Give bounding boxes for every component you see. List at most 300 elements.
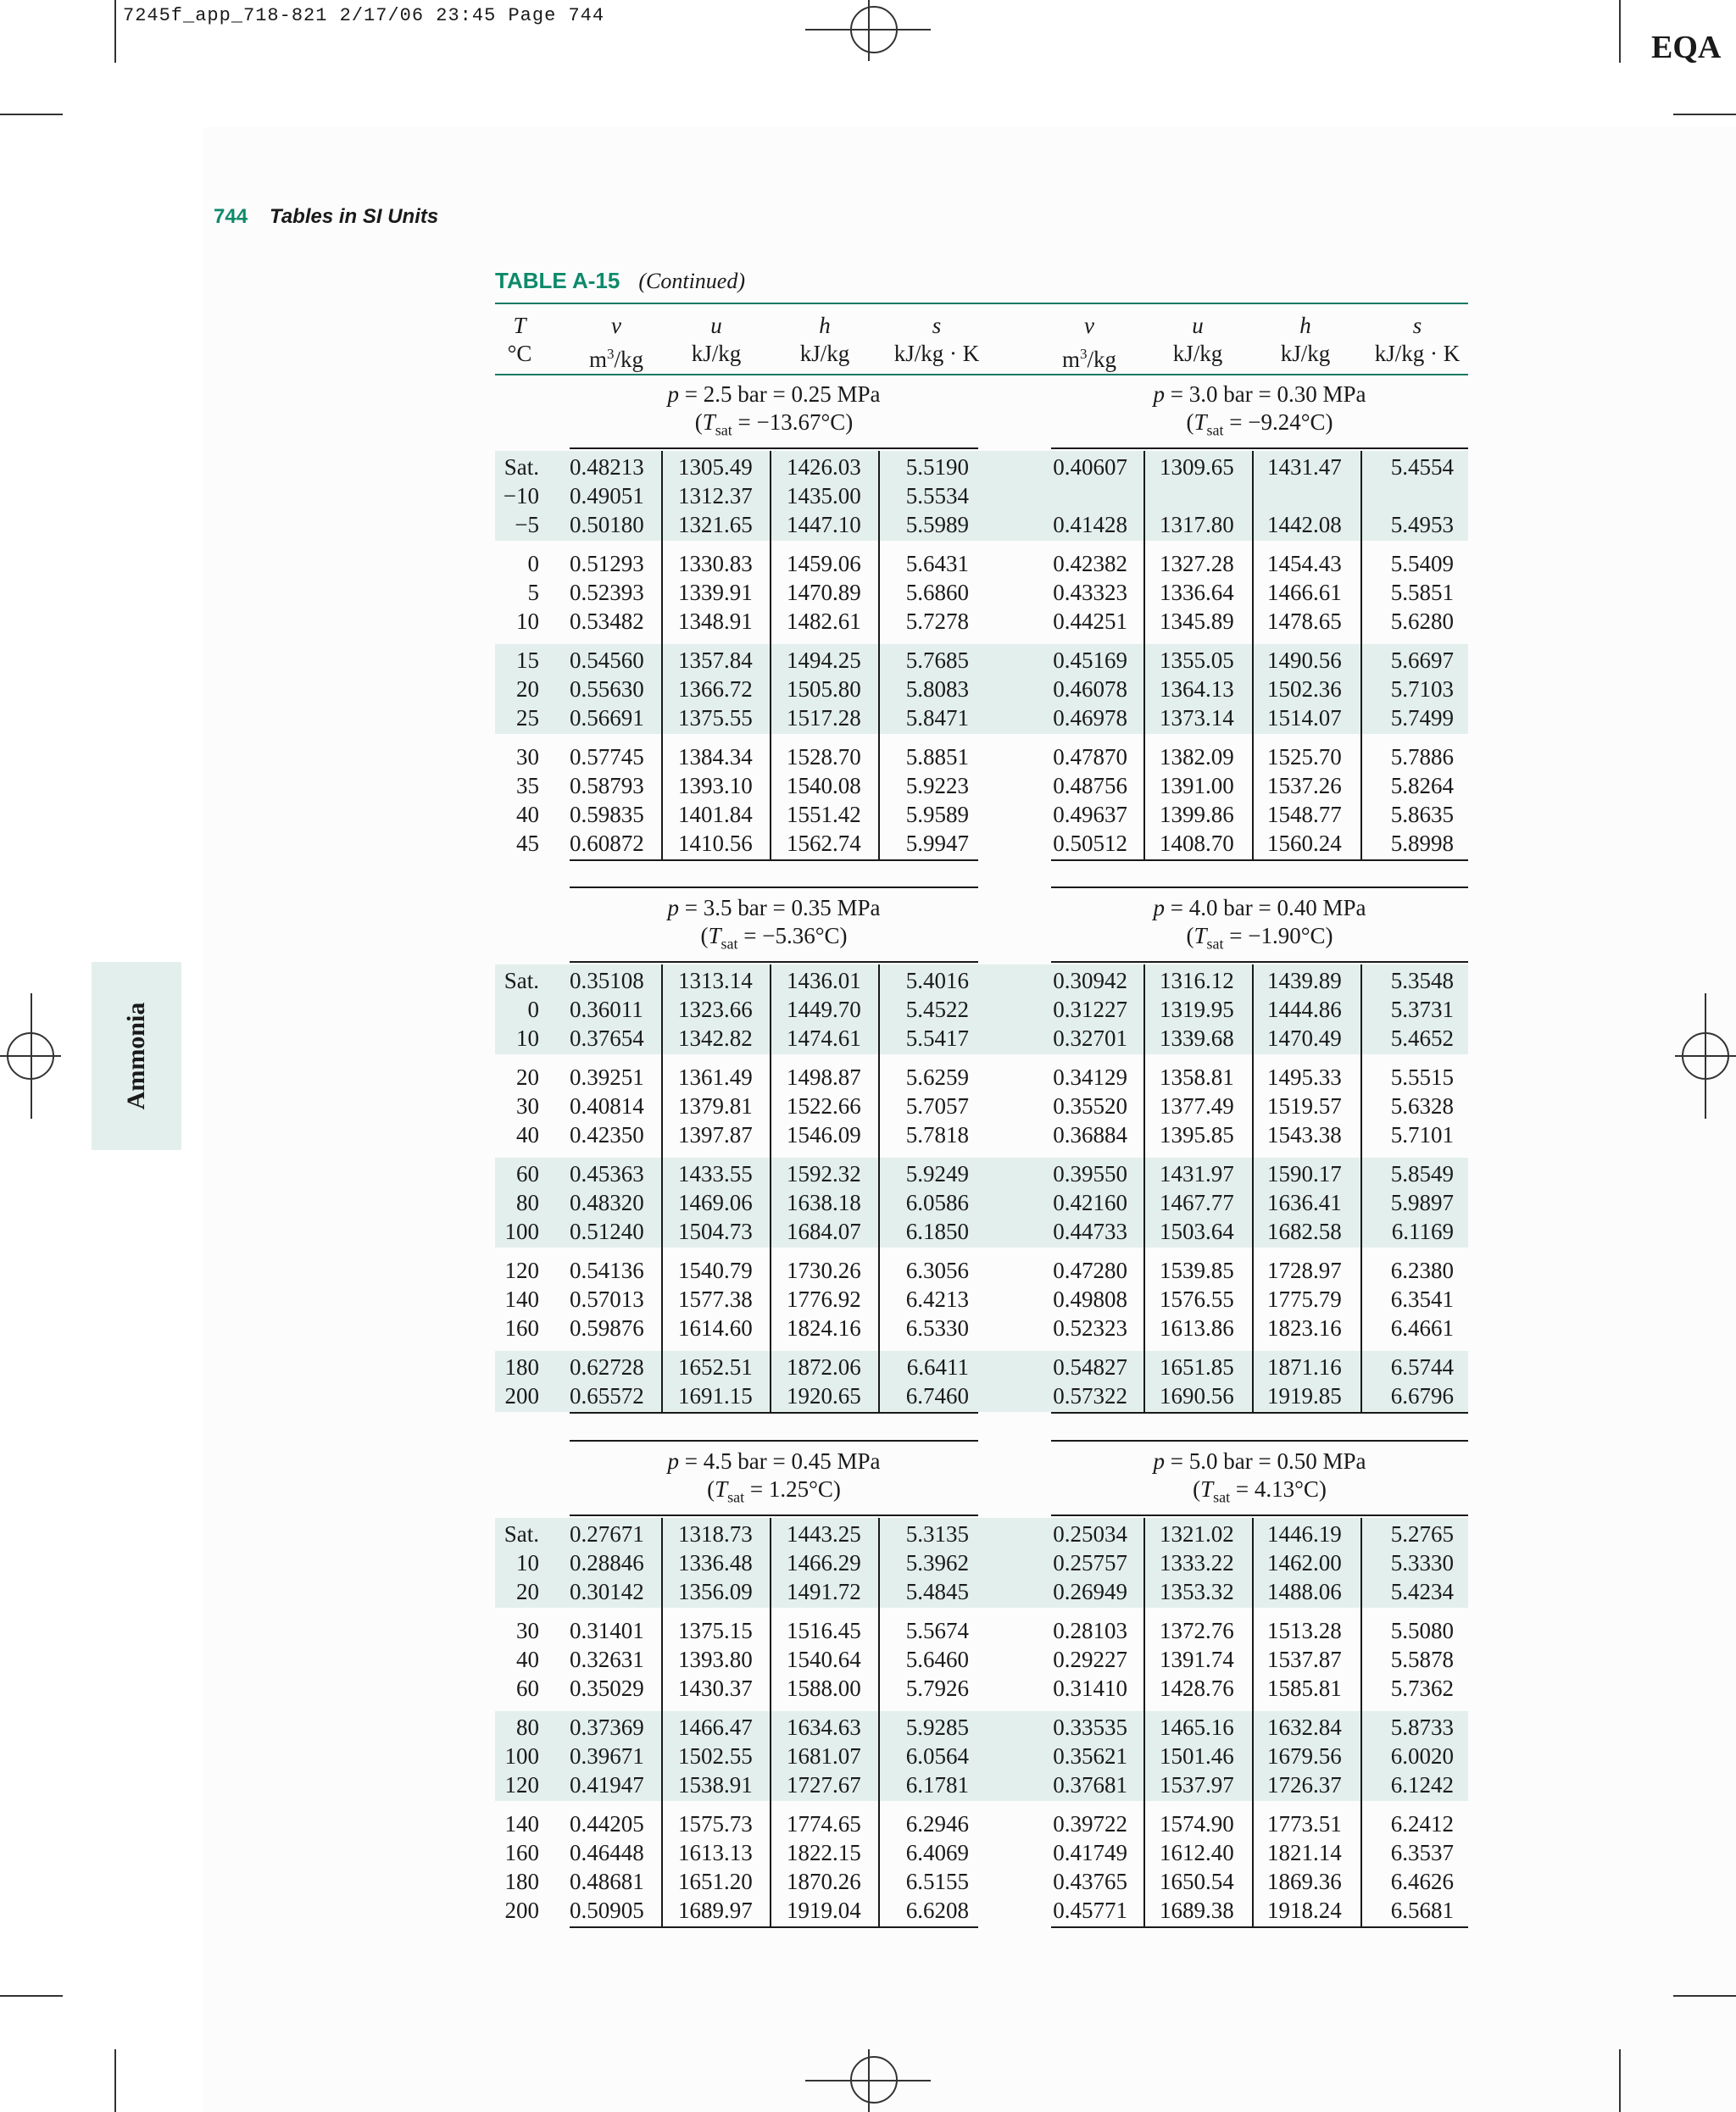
cell-v: 0.41947	[570, 1772, 644, 1798]
cell-h: 1505.80	[787, 676, 861, 702]
cell-u: 1395.85	[1160, 1122, 1234, 1148]
cell-v: 0.30942	[1053, 968, 1127, 993]
cell-h: 1490.56	[1267, 647, 1342, 673]
cell-s: 6.1850	[905, 1219, 969, 1244]
cell-s: 5.4016	[905, 968, 969, 993]
cell-s: 5.9589	[905, 802, 969, 827]
column-rule	[770, 1518, 771, 1926]
cell-h: 1449.70	[787, 997, 861, 1022]
section-bottom-rule	[570, 1412, 978, 1414]
cell-s: 5.5409	[1390, 551, 1454, 576]
cell-h: 1426.03	[787, 454, 861, 480]
cell-h: 1528.70	[787, 744, 861, 770]
cell-v: 0.42160	[1053, 1190, 1127, 1215]
section-bottom-rule	[570, 859, 978, 861]
cell-h: 1494.25	[787, 647, 861, 673]
side-tab	[92, 962, 181, 1150]
cell-v: 0.32701	[1053, 1025, 1127, 1051]
cell-s: 5.8471	[905, 705, 969, 731]
column-rule	[878, 964, 880, 1412]
crop-mark	[0, 114, 63, 115]
cell-s: 5.5190	[905, 454, 969, 480]
tsat-caption: $(T_{sat} = -1.90^\circ C)$	[1186, 923, 1333, 953]
cell-v: 0.51293	[570, 551, 644, 576]
tsat-caption: $(T_{sat} = -5.36^\circ C)$	[700, 923, 848, 953]
cell-v: 0.29227	[1053, 1647, 1127, 1672]
temperature-cell: 100	[504, 1219, 539, 1244]
cell-h: 1684.07	[787, 1219, 861, 1244]
cell-s: 5.6259	[905, 1064, 969, 1090]
cell-u: 1384.34	[678, 744, 753, 770]
cell-s: 5.7057	[905, 1093, 969, 1119]
temperature-cell: 30	[516, 744, 539, 770]
temperature-cell: 10	[516, 1550, 539, 1576]
cell-v: 0.32631	[570, 1647, 644, 1672]
temperature-cell: 140	[504, 1811, 539, 1837]
temperature-cell: 200	[504, 1898, 539, 1923]
cell-u: 1612.40	[1160, 1840, 1234, 1865]
cell-h: 1474.61	[787, 1025, 861, 1051]
column-rule	[661, 451, 663, 859]
cell-u: 1356.09	[678, 1579, 753, 1604]
running-head	[214, 205, 438, 229]
cell-u: 1433.55	[678, 1161, 753, 1187]
temperature-cell: −5	[515, 512, 539, 537]
cell-h: 1462.00	[1267, 1550, 1342, 1576]
cell-s: 5.9249	[905, 1161, 969, 1187]
column-rule	[661, 1518, 663, 1926]
cell-v: 0.46978	[1053, 705, 1127, 731]
cell-u: 1372.76	[1160, 1618, 1234, 1643]
cell-h: 1444.86	[1267, 997, 1342, 1022]
cell-h: 1821.14	[1267, 1840, 1342, 1865]
cell-h: 1636.41	[1267, 1190, 1342, 1215]
cell-s: 6.1169	[1391, 1219, 1454, 1244]
column-rule	[770, 964, 771, 1412]
cell-u: 1330.83	[678, 551, 753, 576]
cell-v: 0.28103	[1053, 1618, 1127, 1643]
cell-u: 1323.66	[678, 997, 753, 1022]
column-header-v: v $m^3/kg$	[588, 313, 644, 372]
cell-h: 1824.16	[787, 1315, 861, 1341]
cell-h: 1540.08	[787, 773, 861, 798]
cell-h: 1443.25	[787, 1521, 861, 1547]
column-header-v: v $m^3/kg$	[1061, 313, 1117, 372]
crop-mark	[114, 0, 116, 63]
column-rule	[661, 964, 663, 1412]
cell-u: 1366.72	[678, 676, 753, 702]
caption-rule	[570, 1515, 978, 1516]
cell-v: 0.35029	[570, 1676, 644, 1701]
cell-h: 1869.36	[1267, 1869, 1342, 1894]
cell-v: 0.52393	[570, 580, 644, 605]
cell-h: 1442.08	[1267, 512, 1342, 537]
cell-h: 1774.65	[787, 1811, 861, 1837]
cell-u: 1650.54	[1160, 1869, 1234, 1894]
temperature-cell: 40	[516, 802, 539, 827]
cell-h: 1590.17	[1267, 1161, 1342, 1187]
cell-s: 5.3135	[905, 1521, 969, 1547]
print-slug: 7245f_app_718-821 2/17/06 23:45 Page 744	[123, 5, 605, 26]
cell-u: 1305.49	[678, 454, 753, 480]
temperature-cell: 40	[516, 1647, 539, 1672]
cell-v: 0.49808	[1053, 1287, 1127, 1312]
cell-u: 1309.65	[1160, 454, 1234, 480]
cell-s: 5.5534	[905, 483, 969, 509]
cell-v: 0.39722	[1053, 1811, 1127, 1837]
cell-s: 6.1781	[905, 1772, 969, 1798]
cell-h: 1775.79	[1267, 1287, 1342, 1312]
cell-u: 1327.28	[1160, 551, 1234, 576]
cell-h: 1466.61	[1267, 580, 1342, 605]
cell-v: 0.49637	[1053, 802, 1127, 827]
cell-s: 5.4234	[1390, 1579, 1454, 1604]
cell-v: 0.45771	[1053, 1898, 1127, 1923]
cell-h: 1919.85	[1267, 1383, 1342, 1409]
cell-v: 0.57013	[570, 1287, 644, 1312]
cell-s: 5.6280	[1390, 609, 1454, 634]
cell-u: 1614.60	[678, 1315, 753, 1341]
cell-v: 0.48756	[1053, 773, 1127, 798]
cell-v: 0.49051	[570, 483, 644, 509]
temperature-cell: 60	[516, 1161, 539, 1187]
cell-v: 0.44733	[1053, 1219, 1127, 1244]
cell-u: 1538.91	[678, 1772, 753, 1798]
pressure-caption: p = 2.5 bar = 0.25 MPa	[667, 381, 881, 407]
column-header-h: h kJ/kg	[799, 313, 850, 366]
cell-s: 5.8733	[1390, 1715, 1454, 1740]
cell-s: 5.9897	[1390, 1190, 1454, 1215]
cell-h: 1517.28	[787, 705, 861, 731]
crop-mark	[1619, 0, 1621, 63]
cell-s: 5.7818	[905, 1122, 969, 1148]
cell-v: 0.25757	[1053, 1550, 1127, 1576]
cell-v: 0.40607	[1053, 454, 1127, 480]
table-title	[495, 268, 745, 294]
cell-u: 1336.64	[1160, 580, 1234, 605]
cell-h: 1491.72	[787, 1579, 861, 1604]
cell-s: 5.6328	[1390, 1093, 1454, 1119]
cell-s: 6.5330	[905, 1315, 969, 1341]
cell-v: 0.44251	[1053, 609, 1127, 634]
cell-v: 0.31410	[1053, 1676, 1127, 1701]
cell-u: 1577.38	[678, 1287, 753, 1312]
cell-v: 0.56691	[570, 705, 644, 731]
cell-v: 0.28846	[570, 1550, 644, 1576]
temperature-cell: 120	[504, 1258, 539, 1283]
cell-h: 1870.26	[787, 1869, 861, 1894]
column-header-t: T °C	[507, 313, 532, 366]
cell-s: 5.8264	[1390, 773, 1454, 798]
temperature-cell: 40	[516, 1122, 539, 1148]
column-rule	[1143, 964, 1145, 1412]
cell-h: 1495.33	[1267, 1064, 1342, 1090]
cell-h: 1920.65	[787, 1383, 861, 1409]
cell-u: 1537.97	[1160, 1772, 1234, 1798]
temperature-cell: 160	[504, 1840, 539, 1865]
cell-s: 6.7460	[905, 1383, 969, 1409]
cell-s: 5.3330	[1390, 1550, 1454, 1576]
crop-mark	[1619, 2049, 1621, 2112]
cell-v: 0.47870	[1053, 744, 1127, 770]
cell-h: 1459.06	[787, 551, 861, 576]
cell-s: 5.5417	[905, 1025, 969, 1051]
cell-u: 1336.48	[678, 1550, 753, 1576]
column-rule	[1360, 964, 1362, 1412]
cell-h: 1726.37	[1267, 1772, 1342, 1798]
cell-v: 0.35520	[1053, 1093, 1127, 1119]
cell-h: 1776.92	[787, 1287, 861, 1312]
cell-h: 1516.45	[787, 1618, 861, 1643]
cell-v: 0.60872	[570, 831, 644, 856]
column-header-u: u kJ/kg	[1172, 313, 1223, 366]
cell-s: 5.7362	[1390, 1676, 1454, 1701]
cell-v: 0.48681	[570, 1869, 644, 1894]
caption-rule	[570, 961, 978, 963]
cell-u: 1539.85	[1160, 1258, 1234, 1283]
cell-s: 5.8998	[1390, 831, 1454, 856]
cell-h: 1436.01	[787, 968, 861, 993]
cell-u: 1503.64	[1160, 1219, 1234, 1244]
temperature-cell: 10	[516, 609, 539, 634]
cell-h: 1513.28	[1267, 1618, 1342, 1643]
cell-s: 5.7886	[1390, 744, 1454, 770]
section-rule	[570, 1440, 978, 1442]
cell-s: 6.4626	[1390, 1869, 1454, 1894]
cell-u: 1319.95	[1160, 997, 1234, 1022]
column-rule	[1252, 451, 1254, 859]
cell-u: 1652.51	[678, 1354, 753, 1380]
cell-s: 5.9947	[905, 831, 969, 856]
tsat-caption: $(T_{sat} = -9.24^\circ C)$	[1186, 409, 1333, 439]
cell-s: 5.9223	[905, 773, 969, 798]
column-header-u: u kJ/kg	[691, 313, 742, 366]
temperature-cell: 200	[504, 1383, 539, 1409]
table-top-rule	[495, 303, 1468, 304]
tsat-caption: $(T_{sat} = 4.13^\circ C)$	[1193, 1476, 1327, 1506]
cell-h: 1588.00	[787, 1676, 861, 1701]
cell-v: 0.25034	[1053, 1521, 1127, 1547]
temperature-cell: 5	[527, 580, 539, 605]
cell-u: 1410.56	[678, 831, 753, 856]
cell-v: 0.62728	[570, 1354, 644, 1380]
temperature-cell: 15	[516, 647, 539, 673]
cell-v: 0.46078	[1053, 676, 1127, 702]
cell-u: 1502.55	[678, 1743, 753, 1769]
column-header-s: s kJ/kg · K	[893, 313, 980, 366]
cell-h: 1435.00	[787, 483, 861, 509]
temperature-cell: 100	[504, 1743, 539, 1769]
cell-u: 1353.32	[1160, 1579, 1234, 1604]
cell-v: 0.58793	[570, 773, 644, 798]
cell-h: 1822.15	[787, 1840, 861, 1865]
cell-u: 1373.14	[1160, 705, 1234, 731]
cell-v: 0.57745	[570, 744, 644, 770]
column-rule	[1143, 1518, 1145, 1926]
cell-h: 1540.64	[787, 1647, 861, 1672]
cell-u: 1317.80	[1160, 512, 1234, 537]
cell-v: 0.57322	[1053, 1383, 1127, 1409]
cell-h: 1551.42	[787, 802, 861, 827]
cell-s: 5.8851	[905, 744, 969, 770]
cell-s: 6.4213	[905, 1287, 969, 1312]
cell-v: 0.50905	[570, 1898, 644, 1923]
cell-u: 1316.12	[1160, 968, 1234, 993]
cell-u: 1379.81	[678, 1093, 753, 1119]
cell-u: 1377.49	[1160, 1093, 1234, 1119]
cell-s: 5.4522	[905, 997, 969, 1022]
cell-s: 5.9285	[905, 1715, 969, 1740]
cell-v: 0.43323	[1053, 580, 1127, 605]
cell-h: 1682.58	[1267, 1219, 1342, 1244]
cell-v: 0.48320	[570, 1190, 644, 1215]
table-id: TABLE A-15	[495, 268, 620, 293]
temperature-cell: Sat.	[504, 968, 539, 993]
cell-h: 1632.84	[1267, 1715, 1342, 1740]
cell-v: 0.34129	[1053, 1064, 1127, 1090]
cell-s: 5.6460	[905, 1647, 969, 1672]
cell-u: 1428.76	[1160, 1676, 1234, 1701]
cell-u: 1401.84	[678, 802, 753, 827]
cell-h: 1728.97	[1267, 1258, 1342, 1283]
cell-v: 0.35621	[1053, 1743, 1127, 1769]
cell-v: 0.55630	[570, 676, 644, 702]
caption-rule	[570, 447, 978, 449]
cell-v: 0.48213	[570, 454, 644, 480]
cell-u: 1375.15	[678, 1618, 753, 1643]
cell-u: 1504.73	[678, 1219, 753, 1244]
section-rule	[1051, 1440, 1468, 1442]
cell-v: 0.46448	[570, 1840, 644, 1865]
cell-s: 5.7278	[905, 609, 969, 634]
cell-s: 5.7103	[1390, 676, 1454, 702]
cell-h: 1498.87	[787, 1064, 861, 1090]
cell-u: 1689.38	[1160, 1898, 1234, 1923]
cell-h: 1548.77	[1267, 802, 1342, 827]
cell-v: 0.52323	[1053, 1315, 1127, 1341]
cell-v: 0.54827	[1053, 1354, 1127, 1380]
cell-h: 1522.66	[787, 1093, 861, 1119]
temperature-cell: 0	[527, 997, 539, 1022]
cell-h: 1431.47	[1267, 454, 1342, 480]
cell-u: 1382.09	[1160, 744, 1234, 770]
temperature-cell: 180	[504, 1354, 539, 1380]
cell-v: 0.42382	[1053, 551, 1127, 576]
column-rule	[1360, 451, 1362, 859]
column-header-s: s kJ/kg · K	[1374, 313, 1461, 366]
cell-h: 1488.06	[1267, 1579, 1342, 1604]
caption-rule	[1051, 447, 1468, 449]
cell-s: 5.5674	[905, 1618, 969, 1643]
cell-h: 1502.36	[1267, 676, 1342, 702]
cell-h: 1537.87	[1267, 1647, 1342, 1672]
cell-v: 0.54560	[570, 647, 644, 673]
temperature-cell: 80	[516, 1715, 539, 1740]
cell-u: 1333.22	[1160, 1550, 1234, 1576]
temperature-cell: 45	[516, 831, 539, 856]
cell-v: 0.27671	[570, 1521, 644, 1547]
temperature-cell: 60	[516, 1676, 539, 1701]
cell-s: 6.3541	[1390, 1287, 1454, 1312]
cell-v: 0.50180	[570, 512, 644, 537]
cell-s: 6.1242	[1390, 1772, 1454, 1798]
cell-h: 1439.89	[1267, 968, 1342, 993]
cell-h: 1560.24	[1267, 831, 1342, 856]
cell-u: 1358.81	[1160, 1064, 1234, 1090]
cell-s: 5.3548	[1390, 968, 1454, 993]
cell-h: 1634.63	[787, 1715, 861, 1740]
cell-v: 0.37681	[1053, 1772, 1127, 1798]
cell-h: 1730.26	[787, 1258, 861, 1283]
cell-h: 1470.49	[1267, 1025, 1342, 1051]
cell-s: 6.0586	[905, 1190, 969, 1215]
cell-s: 5.8549	[1390, 1161, 1454, 1187]
pressure-caption: p = 3.0 bar = 0.30 MPa	[1153, 381, 1366, 407]
pressure-caption: p = 4.0 bar = 0.40 MPa	[1153, 895, 1366, 920]
temperature-cell: 20	[516, 1579, 539, 1604]
temperature-cell: 160	[504, 1315, 539, 1341]
cell-v: 0.42350	[570, 1122, 644, 1148]
cell-h: 1919.04	[787, 1898, 861, 1923]
cell-u: 1651.20	[678, 1869, 753, 1894]
cell-h: 1546.09	[787, 1122, 861, 1148]
cell-u: 1651.85	[1160, 1354, 1234, 1380]
temperature-cell: 120	[504, 1772, 539, 1798]
cell-u: 1318.73	[678, 1521, 753, 1547]
cell-u: 1576.55	[1160, 1287, 1234, 1312]
cell-s: 5.7499	[1390, 705, 1454, 731]
cell-v: 0.50512	[1053, 831, 1127, 856]
cell-u: 1469.06	[678, 1190, 753, 1215]
cell-s: 5.4554	[1390, 454, 1454, 480]
cell-s: 5.2765	[1390, 1521, 1454, 1547]
cell-v: 0.45169	[1053, 647, 1127, 673]
cell-u: 1348.91	[678, 609, 753, 634]
temperature-cell: 140	[504, 1287, 539, 1312]
cell-s: 5.3962	[905, 1550, 969, 1576]
cell-v: 0.36884	[1053, 1122, 1127, 1148]
cell-v: 0.59876	[570, 1315, 644, 1341]
cell-v: 0.59835	[570, 802, 644, 827]
cell-u: 1501.46	[1160, 1743, 1234, 1769]
cell-h: 1681.07	[787, 1743, 861, 1769]
cell-h: 1592.32	[787, 1161, 861, 1187]
pressure-caption: p = 3.5 bar = 0.35 MPa	[667, 895, 881, 920]
section-bottom-rule	[1051, 859, 1468, 861]
column-rule	[878, 451, 880, 859]
pressure-caption: p = 4.5 bar = 0.45 MPa	[667, 1448, 881, 1474]
side-tab-label: Ammonia	[122, 1002, 150, 1110]
cell-u: 1345.89	[1160, 609, 1234, 634]
cell-h: 1514.07	[1267, 705, 1342, 731]
cell-u: 1321.02	[1160, 1521, 1234, 1547]
cell-s: 6.2946	[905, 1811, 969, 1837]
temperature-cell: 0	[527, 551, 539, 576]
cell-s: 5.7685	[905, 647, 969, 673]
cell-v: 0.65572	[570, 1383, 644, 1409]
cell-s: 5.7926	[905, 1676, 969, 1701]
cell-u: 1357.84	[678, 647, 753, 673]
column-rule	[1143, 451, 1145, 859]
cell-u: 1342.82	[678, 1025, 753, 1051]
cell-u: 1575.73	[678, 1811, 753, 1837]
cell-s: 5.4953	[1390, 512, 1454, 537]
cell-h: 1871.16	[1267, 1354, 1342, 1380]
temperature-cell: 10	[516, 1025, 539, 1051]
temperature-cell: 30	[516, 1618, 539, 1643]
cell-v: 0.31227	[1053, 997, 1127, 1022]
cell-v: 0.37654	[570, 1025, 644, 1051]
